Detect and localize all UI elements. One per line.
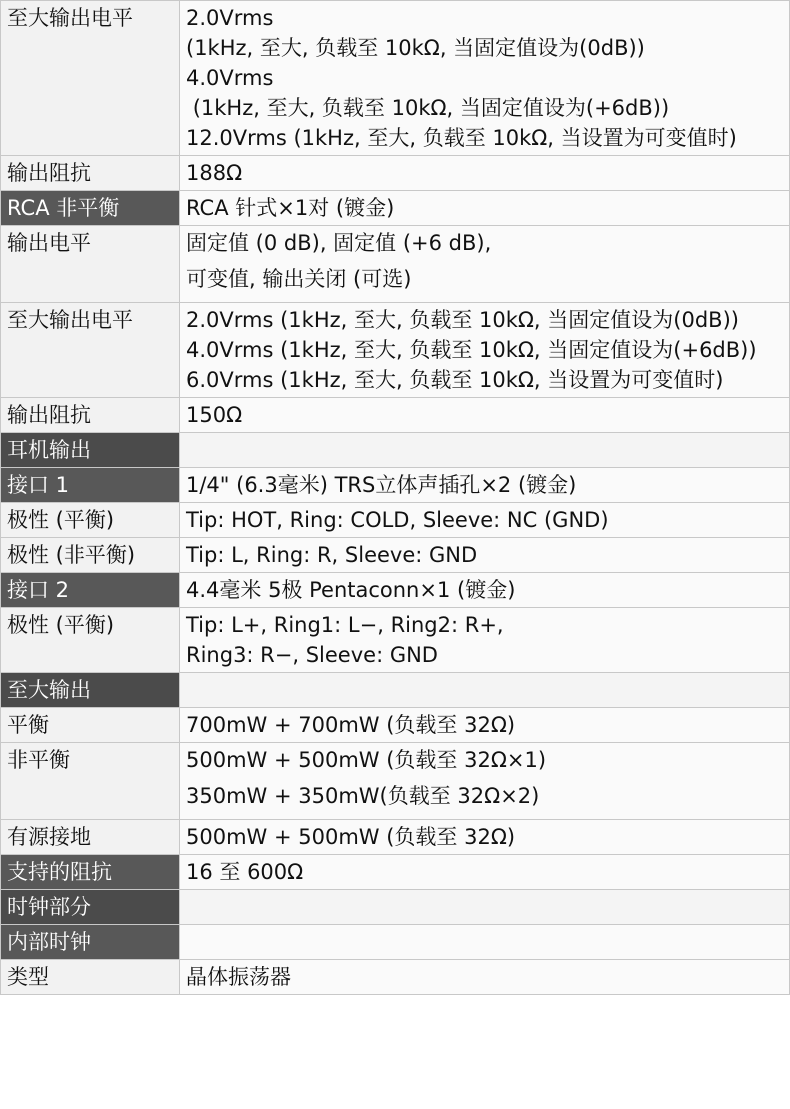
table-row <box>1 468 790 503</box>
table-row <box>1 855 790 890</box>
section-header <box>1 890 790 925</box>
row-value <box>180 468 790 503</box>
row-label: 接口 1 <box>1 468 180 503</box>
row-label: 极性 (非平衡) <box>1 538 180 573</box>
value-line: 700mW + 700mW (负载至 32Ω) <box>186 713 516 737</box>
value-line: Ring3: R−, Sleeve: GND <box>186 643 438 667</box>
table-row <box>1 820 790 855</box>
value-line: 4.0Vrms (1kHz, 至大, 负载至 10kΩ, 当固定值设为(+6dB)) <box>186 338 757 362</box>
row-label: 极性 (平衡) <box>1 503 180 538</box>
value-line: 2.0Vrms <box>186 6 274 30</box>
table-row <box>1 538 790 573</box>
value-line: RCA 针式×1对 (镀金) <box>186 196 395 220</box>
row-value <box>180 743 790 820</box>
table-row <box>1 573 790 608</box>
table-row <box>1 156 790 191</box>
value-line: 晶体振荡器 <box>186 965 291 989</box>
section-header <box>1 433 790 468</box>
table-row <box>1 608 790 673</box>
row-value <box>180 503 790 538</box>
row-value <box>180 673 790 708</box>
table-row <box>1 191 790 226</box>
section-header <box>1 673 790 708</box>
row-value <box>180 303 790 398</box>
row-label: 平衡 <box>1 708 180 743</box>
row-label: 极性 (平衡) <box>1 608 180 673</box>
table-row <box>1 1 790 156</box>
value-line: 150Ω <box>186 403 243 427</box>
table-row <box>1 503 790 538</box>
value-line: 4.0Vrms <box>186 66 274 90</box>
row-value <box>180 573 790 608</box>
value-line: Tip: L, Ring: R, Sleeve: GND <box>186 543 478 567</box>
row-value <box>180 1 790 156</box>
value-line: 1/4" (6.3毫米) TRS立体声插孔×2 (镀金) <box>186 473 577 497</box>
value-line: 12.0Vrms (1kHz, 至大, 负载至 10kΩ, 当设置为可变值时) <box>186 126 737 150</box>
value-line: 350mW + 350mW(负载至 32Ω×2) <box>186 784 540 808</box>
row-label: RCA 非平衡 <box>1 191 180 226</box>
row-label: 输出阻抗 <box>1 398 180 433</box>
row-label: 有源接地 <box>1 820 180 855</box>
row-value <box>180 538 790 573</box>
section-title: 耳机输出 <box>1 433 180 468</box>
value-line: 4.4毫米 5极 Pentaconn×1 (镀金) <box>186 578 516 602</box>
row-value <box>180 433 790 468</box>
table-row <box>1 925 790 960</box>
row-label: 非平衡 <box>1 743 180 820</box>
value-line: (1kHz, 至大, 负载至 10kΩ, 当固定值设为(0dB)) <box>186 36 645 60</box>
row-value <box>180 890 790 925</box>
row-value <box>180 608 790 673</box>
value-line: 固定值 (0 dB), 固定值 (+6 dB), <box>186 231 492 255</box>
value-line: Tip: L+, Ring1: L−, Ring2: R+, <box>186 613 504 637</box>
row-label: 内部时钟 <box>1 925 180 960</box>
table-row <box>1 960 790 995</box>
row-label: 输出电平 <box>1 226 180 303</box>
value-line: 6.0Vrms (1kHz, 至大, 负载至 10kΩ, 当设置为可变值时) <box>186 368 724 392</box>
row-label: 至大输出电平 <box>1 1 180 156</box>
row-value <box>180 855 790 890</box>
row-value <box>180 156 790 191</box>
section-title: 至大输出 <box>1 673 180 708</box>
table-row <box>1 398 790 433</box>
table-row <box>1 303 790 398</box>
row-label: 类型 <box>1 960 180 995</box>
row-label: 支持的阻抗 <box>1 855 180 890</box>
row-label: 至大输出电平 <box>1 303 180 398</box>
table-row <box>1 743 790 820</box>
value-line: 16 至 600Ω <box>186 860 304 884</box>
value-line: 188Ω <box>186 161 243 185</box>
row-value <box>180 226 790 303</box>
value-line: (1kHz, 至大, 负载至 10kΩ, 当固定值设为(+6dB)) <box>186 96 670 120</box>
value-line: 500mW + 500mW (负载至 32Ω) <box>186 825 516 849</box>
value-line: 500mW + 500mW (负载至 32Ω×1) <box>186 748 547 772</box>
table-row <box>1 708 790 743</box>
table-row <box>1 226 790 303</box>
row-value <box>180 925 790 960</box>
row-value <box>180 398 790 433</box>
value-line: Tip: HOT, Ring: COLD, Sleeve: NC (GND) <box>186 508 609 532</box>
row-label: 接口 2 <box>1 573 180 608</box>
row-value <box>180 708 790 743</box>
value-line: 2.0Vrms (1kHz, 至大, 负载至 10kΩ, 当固定值设为(0dB)) <box>186 308 739 332</box>
section-title: 时钟部分 <box>1 890 180 925</box>
row-value <box>180 191 790 226</box>
row-value <box>180 960 790 995</box>
row-label: 输出阻抗 <box>1 156 180 191</box>
row-value <box>180 820 790 855</box>
value-line: 可变值, 输出关闭 (可选) <box>186 267 412 291</box>
